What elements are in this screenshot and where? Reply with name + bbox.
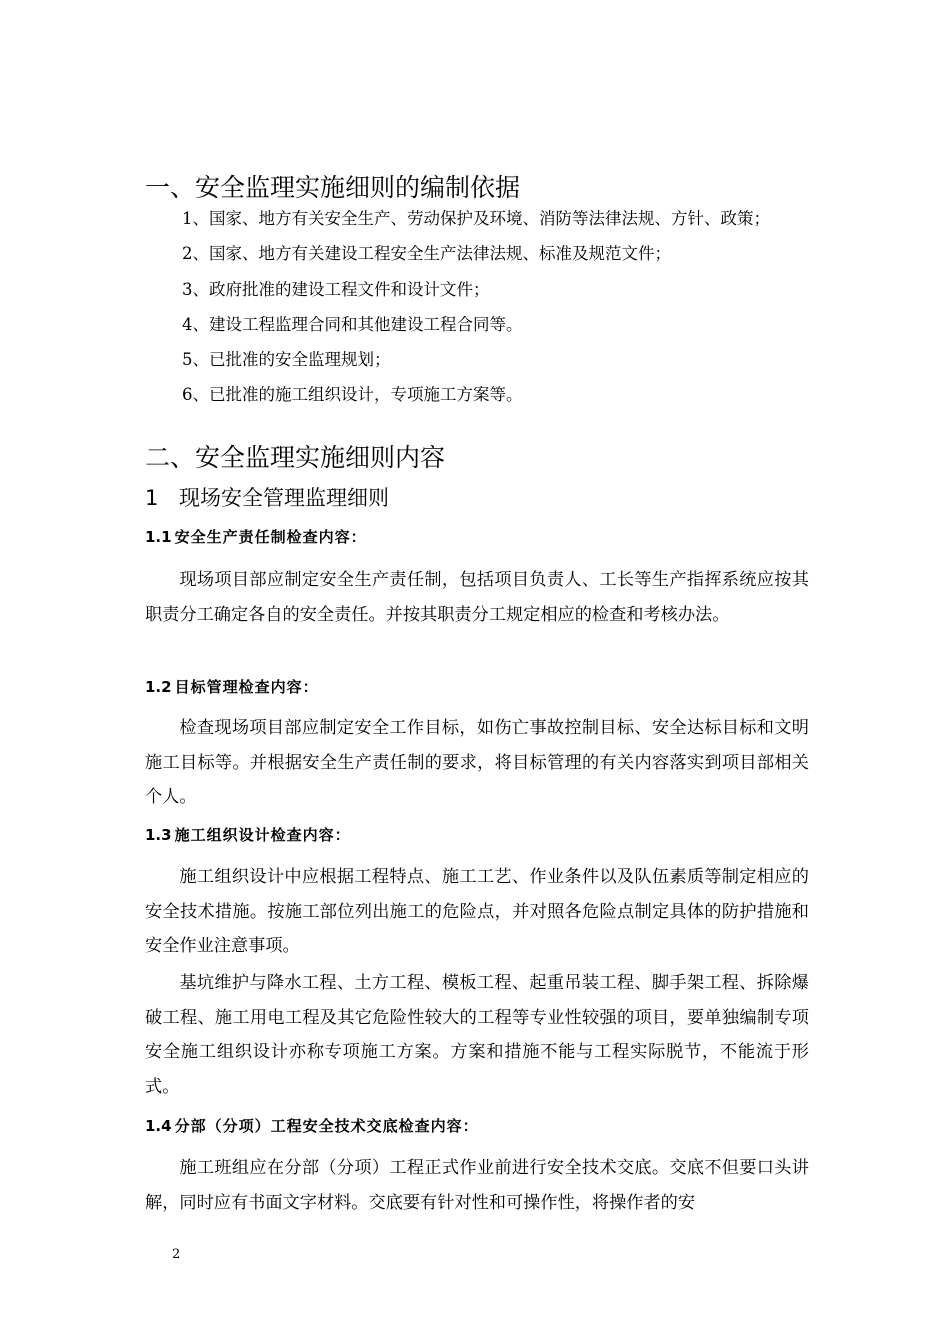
subsection-1-2-title: 目标管理检查内容：	[174, 678, 319, 696]
subsection-1-2-heading	[145, 676, 319, 698]
subsection-1-3-heading	[145, 824, 351, 846]
subsection-1-1-number: 1.1	[145, 528, 172, 546]
section-2-heading: 二、安全监理实施细则内容	[145, 443, 446, 472]
subsection-1-3-paragraph-2: 基坑维护与降水工程、土方工程、模板工程、起重吊装工程、脚手架工程、拆除爆破工程、施工用电工程及其它危险性较大的工程等专业性较强的项目，要单独编制专项安全施工组织设计亦称专项施工方案。方案和措施不能与工程实际脱节，不能流于形式。	[145, 973, 809, 1097]
subsection-1-4-heading	[145, 1115, 479, 1137]
subsection-1-4-title: 分部（分项）工程安全技术交底检查内容：	[174, 1117, 479, 1135]
page-number: 2	[172, 1247, 181, 1262]
basis-item-4: 4、建设工程监理合同和其他建设工程合同等。	[182, 315, 523, 334]
subsection-1-title: 现场安全管理监理细则	[179, 486, 389, 510]
subsection-1-1-title: 安全生产责任制检查内容：	[174, 528, 367, 546]
subsection-1-heading	[145, 484, 389, 512]
basis-item-1: 1、国家、地方有关安全生产、劳动保护及环境、消防等法律法规、方针、政策；	[182, 209, 770, 228]
subsection-1-2-number: 1.2	[145, 678, 172, 696]
subsection-1-3-paragraph-1: 施工组织设计中应根据工程特点、施工工艺、作业条件以及队伍素质等制定相应的安全技术措施。按施工部位列出施工的危险点，并对照各危险点制定具体的防护措施和安全作业注意事项。	[145, 867, 809, 956]
subsection-1-2-paragraph: 检查现场项目部应制定安全工作目标，如伤亡事故控制目标、安全达标目标和文明施工目标等。并根据安全生产责任制的要求，将目标管理的有关内容落实到项目部相关个人。	[145, 718, 809, 807]
subsection-1-3-number: 1.3	[145, 826, 172, 844]
subsection-1-4-paragraph: 施工班组应在分部（分项）工程正式作业前进行安全技术交底。交底不但要口头讲解，同时应有书面文字材料。交底要有针对性和可操作性，将操作者的安	[145, 1158, 809, 1213]
subsection-1-1-heading	[145, 526, 367, 548]
subsection-1-4-number: 1.4	[145, 1117, 172, 1135]
basis-item-3: 3、政府批准的建设工程文件和设计文件；	[182, 280, 490, 299]
basis-item-5: 5、已批准的安全监理规划；	[182, 350, 391, 369]
section-1-heading: 一、安全监理实施细则的编制依据	[145, 173, 521, 202]
basis-item-2: 2、国家、地方有关建设工程安全生产法律法规、标准及规范文件；	[182, 244, 671, 263]
subsection-1-number: 1	[145, 486, 159, 510]
subsection-1-1-paragraph: 现场项目部应制定安全生产责任制，包括项目负责人、工长等生产指挥系统应按其职责分工确定各自的安全责任。并按其职责分工规定相应的检查和考核办法。	[145, 570, 809, 625]
basis-item-6: 6、已批准的施工组织设计，专项施工方案等。	[182, 385, 523, 404]
subsection-1-3-title: 施工组织设计检查内容：	[174, 826, 351, 844]
